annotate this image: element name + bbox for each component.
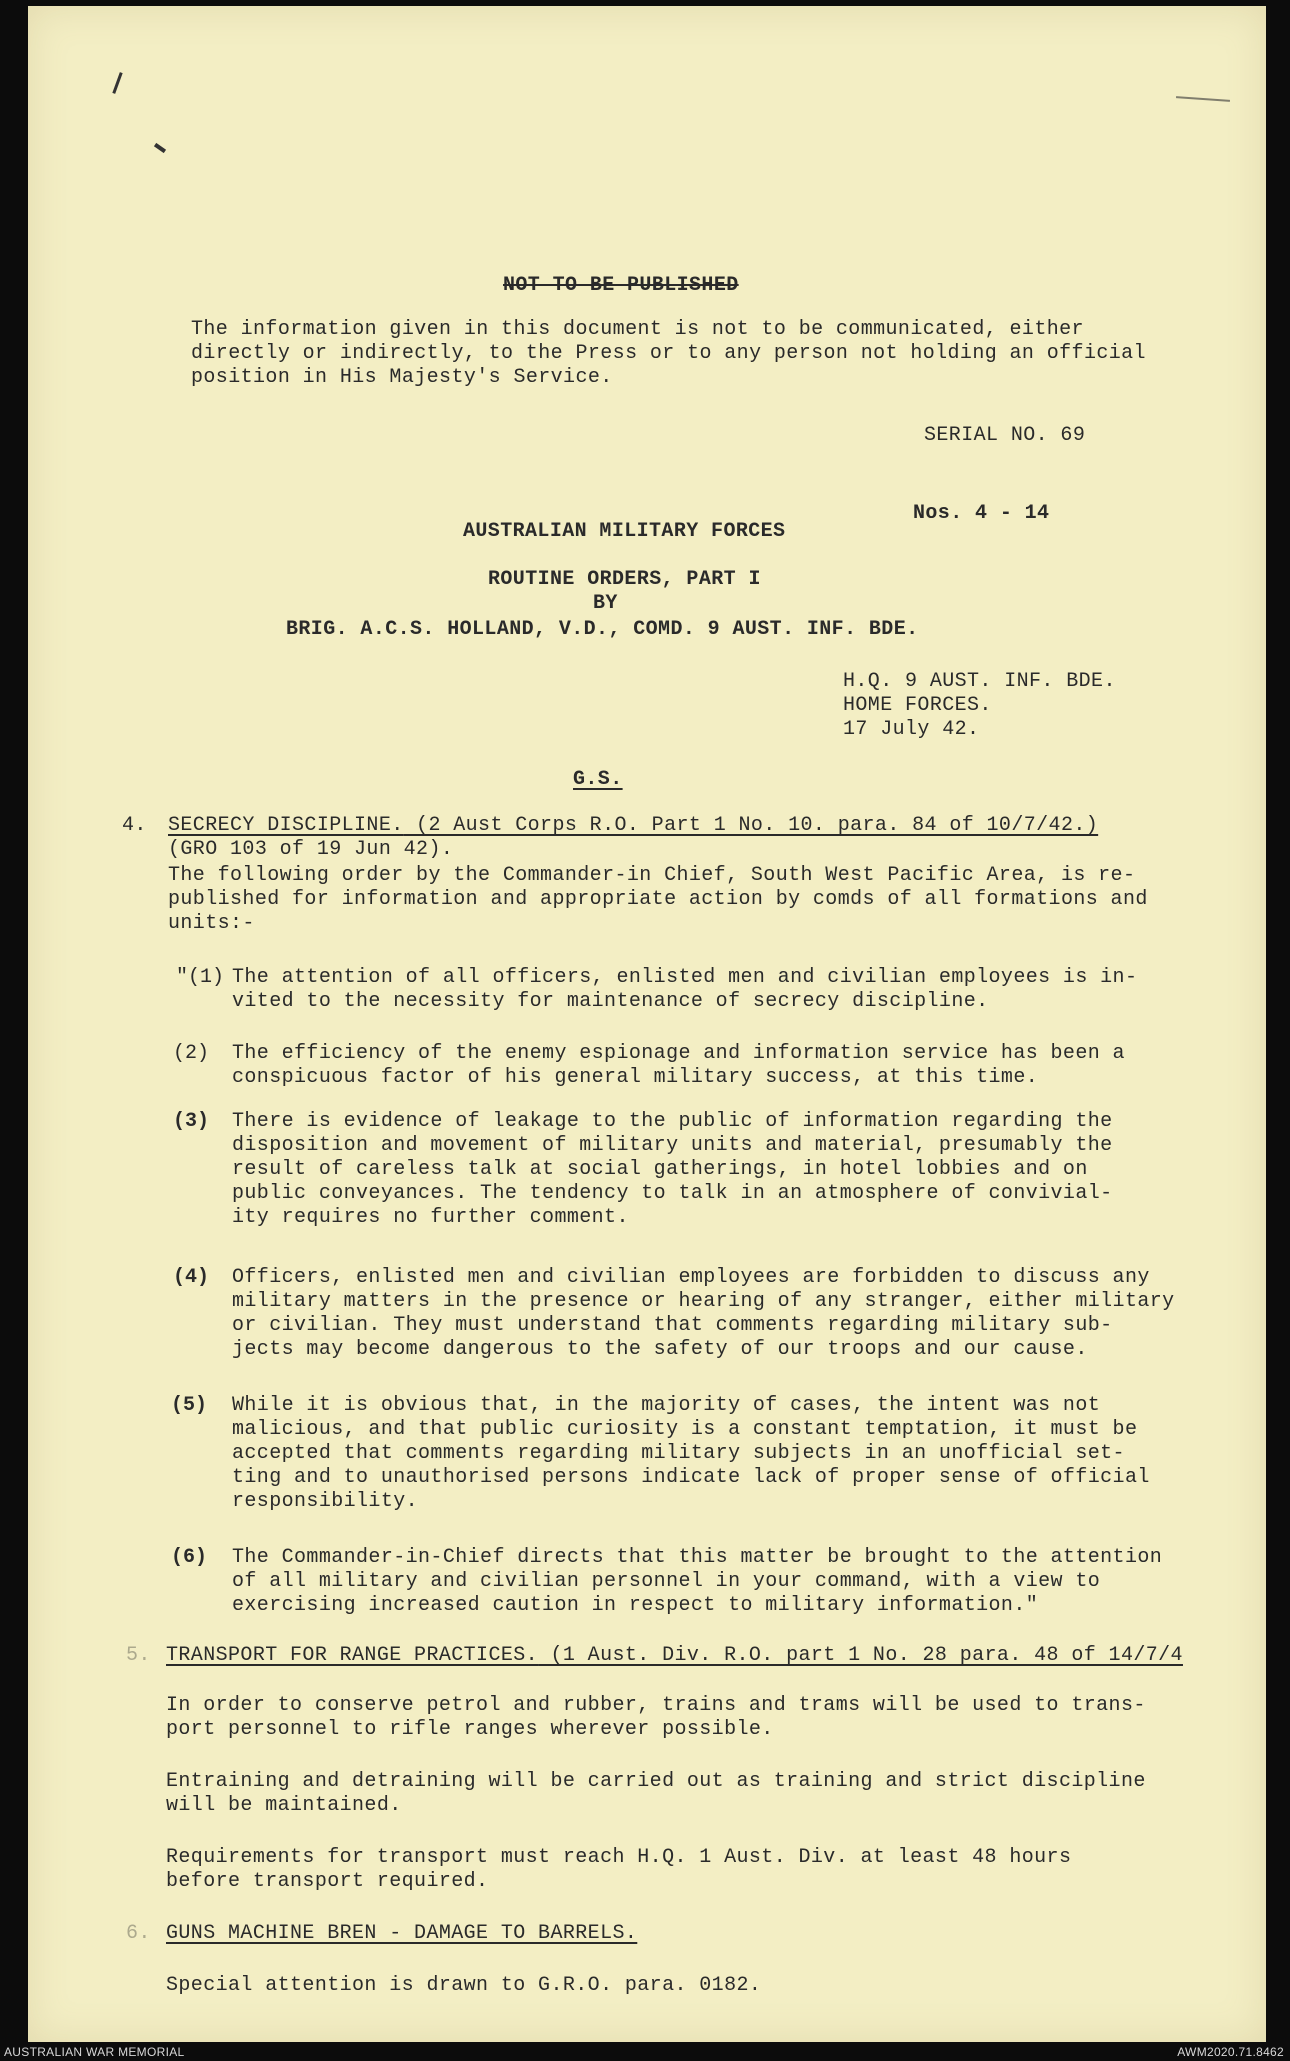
section-title: SECRECY DISCIPLINE. (168, 814, 404, 837)
item-number: (5) (171, 1394, 208, 1417)
text-line: published for information and appropriate action by comds of all formations and (168, 888, 1148, 911)
section-reference: (1 Aust. Div. R.O. part 1 No. 28 para. 48 of 14/7/4 (538, 1644, 1183, 1667)
list-item (232, 1546, 1162, 1618)
text-line: accepted that comments regarding military subjects in an unofficial set- (232, 1442, 1125, 1465)
list-item (232, 1266, 1175, 1362)
list-item (232, 1394, 1150, 1514)
text-line: before transport required. (166, 1870, 489, 1893)
text-line: Requirements for transport must reach H.Q. 1 Aust. Div. at least 48 hours (166, 1846, 1072, 1869)
text-line: port personnel to rifle ranges wherever possible. (166, 1718, 774, 1741)
text-line: There is evidence of leakage to the public of information regarding the (232, 1110, 1113, 1133)
ink-mark (1176, 96, 1230, 102)
text-line: responsibility. (232, 1490, 419, 1513)
routine-orders-heading: ROUTINE ORDERS, PART I (488, 568, 761, 591)
text-line: ity requires no further comment. (232, 1206, 629, 1229)
text-line: disposition and movement of military units and material, presumably the (232, 1134, 1113, 1157)
section-heading (166, 1644, 1183, 1668)
text-line: malicious, and that public curiosity is a constant temptation, it must be (232, 1418, 1138, 1441)
text-line: The efficiency of the enemy espionage and information service has been a (232, 1042, 1125, 1065)
list-item (232, 1110, 1113, 1230)
text-line: Officers, enlisted men and civilian employees are forbidden to discuss any (232, 1266, 1150, 1289)
hq-line: H.Q. 9 AUST. INF. BDE. (843, 670, 1116, 693)
section-reference: (2 Aust Corps R.O. Part 1 No. 10. para. 84 of 10/7/42.) (403, 814, 1099, 837)
transport-paragraph (166, 1694, 1146, 1742)
text-line: exercising increased caution in respect to military information." (232, 1594, 1039, 1617)
by-line: BY (593, 592, 618, 615)
hq-date: 17 July 42. (843, 718, 980, 741)
notice-paragraph (191, 318, 1146, 390)
text-line: will be maintained. (166, 1794, 402, 1817)
text-line: The attention of all officers, enlisted men and civilian employees is in- (232, 966, 1138, 989)
section-number: 6. (126, 1922, 151, 1945)
section-text: Special attention is drawn to G.R.O. para. 0182. (166, 1974, 762, 1997)
order-numbers: Nos. 4 - 14 (913, 502, 1050, 525)
footer-source: AUSTRALIAN WAR MEMORIAL (4, 2045, 185, 2059)
forces-heading: AUSTRALIAN MILITARY FORCES (463, 520, 786, 543)
item-number: (2) (173, 1042, 210, 1065)
text-line: conspicuous factor of his general military success, at this time. (232, 1066, 1039, 1089)
intro-paragraph (168, 864, 1148, 936)
section-heading (168, 814, 1098, 838)
text-line: or civilian. They must understand that comments regarding military sub- (232, 1314, 1113, 1337)
item-number: "(1) (176, 966, 225, 989)
text-line: units:- (168, 912, 255, 935)
transport-paragraph (166, 1770, 1146, 1818)
text-line: vited to the necessity for maintenance of secrecy discipline. (232, 990, 989, 1013)
transport-paragraph (166, 1846, 1071, 1894)
section-title: GUNS MACHINE BREN - DAMAGE TO BARRELS. (166, 1922, 638, 1945)
item-number: (6) (171, 1546, 208, 1569)
commander-line: BRIG. A.C.S. HOLLAND, V.D., COMD. 9 AUST. INF. BDE. (286, 618, 919, 641)
gs-heading: G.S. (573, 768, 623, 791)
section-reference-2: (GRO 103 of 19 Jun 42). (168, 838, 454, 861)
list-item (232, 1042, 1125, 1090)
text-line: While it is obvious that, in the majority of cases, the intent was not (232, 1394, 1101, 1417)
text-line: In order to conserve petrol and rubber, trains and trams will be used to trans- (166, 1694, 1146, 1717)
text-line: result of careless talk at social gatherings, in hotel lobbies and on (232, 1158, 1088, 1181)
hq-address (843, 670, 1116, 742)
item-number: (3) (173, 1110, 210, 1133)
list-item (232, 966, 1137, 1014)
serial-number: SERIAL NO. 69 (924, 424, 1086, 447)
text-line: military matters in the presence or hearing of any stranger, either military (232, 1290, 1175, 1313)
section-number: 4. (122, 814, 147, 837)
section-number: 5. (126, 1644, 151, 1667)
text-line: jects may become dangerous to the safety of our troops and our cause. (232, 1338, 1088, 1361)
text-line: The following order by the Commander-in Chief, South West Pacific Area, is re- (168, 864, 1136, 887)
ink-mark (154, 143, 166, 153)
footer-accession-number: AWM2020.71.8462 (1177, 2045, 1284, 2059)
text-line: of all military and civilian personnel in your command, with a view to (232, 1570, 1101, 1593)
not-published-heading: NOT TO BE PUBLISHED (503, 274, 739, 297)
text-line: ting and to unauthorised persons indicate lack of proper sense of official (232, 1466, 1150, 1489)
text-line: Entraining and detraining will be carried out as training and strict discipline (166, 1770, 1146, 1793)
item-number: (4) (173, 1266, 210, 1289)
text-line: public conveyances. The tendency to talk in an atmosphere of convivial- (232, 1182, 1113, 1205)
notice-line: The information given in this document is not to be communicated, either (191, 318, 1084, 341)
notice-line: directly or indirectly, to the Press or to any person not holding an official (191, 342, 1146, 365)
document-page (28, 6, 1266, 2042)
section-title: TRANSPORT FOR RANGE PRACTICES. (166, 1644, 539, 1667)
ink-mark (112, 72, 122, 94)
text-line: The Commander-in-Chief directs that this matter be brought to the attention (232, 1546, 1163, 1569)
hq-line: HOME FORCES. (843, 694, 992, 717)
notice-line: position in His Majesty's Service. (191, 366, 613, 389)
